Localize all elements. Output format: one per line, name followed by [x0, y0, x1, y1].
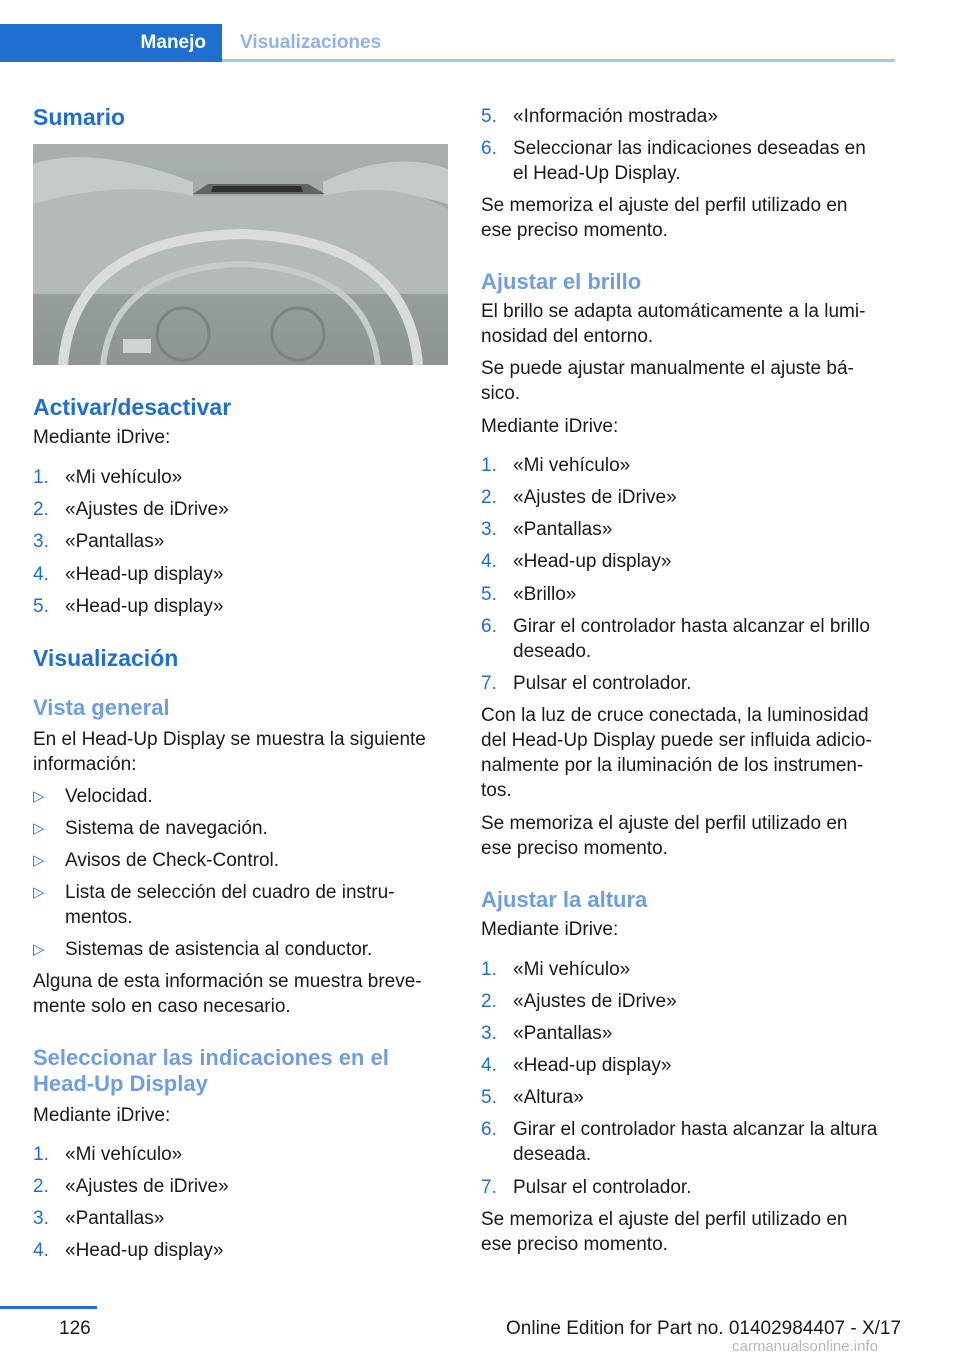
brillo-text: nosidad del entorno. — [481, 326, 654, 347]
heading-altura: Ajustar la altura — [481, 887, 648, 912]
heading-activar: Activar/desactivar — [33, 394, 232, 420]
heading-visualizacion: Visualización — [33, 645, 179, 671]
memoriza-text: ese preciso momento. — [481, 1234, 668, 1255]
header-tabs — [0, 24, 895, 62]
memoriza-text: Se memoriza el ajuste del perfil utilizado en — [481, 1209, 848, 1230]
activar-intro: Mediante iDrive: — [33, 427, 171, 448]
footer-divider — [0, 1306, 97, 1309]
tab-manejo[interactable]: Manejo — [0, 24, 222, 62]
memoriza-text: Se memoriza el ajuste del perfil utilizado en — [481, 195, 848, 216]
memoriza-text: ese preciso momento. — [481, 838, 668, 859]
alguna-text: mente solo en caso necesario. — [33, 996, 291, 1017]
memoriza-text: ese preciso momento. — [481, 220, 668, 241]
brillo-text: sico. — [481, 383, 521, 404]
selec-intro: Mediante iDrive: — [33, 1105, 171, 1126]
edition-text: Online Edition for Part no. 01402984407 - X/17 — [506, 1318, 902, 1339]
head-up-display-illustration — [33, 144, 448, 365]
page-number: 126 — [59, 1318, 91, 1339]
heading-vista-general: Vista general — [33, 695, 170, 720]
alguna-text: Alguna de esta información se muestra breve- — [33, 971, 422, 992]
vista-text: En el Head-Up Display se muestra la siguiente — [33, 729, 426, 750]
brillo-text: Se puede ajustar manualmente el ajuste bá- — [481, 358, 854, 379]
vista-text: información: — [33, 754, 137, 775]
heading-seleccionar: Seleccionar las indicaciones en el — [33, 1045, 389, 1070]
heading-sumario: Sumario — [33, 104, 126, 130]
header-divider — [222, 59, 895, 62]
luz-text: Con la luz de cruce conectada, la luminosidad — [481, 705, 869, 726]
luz-text: tos. — [481, 780, 512, 801]
altura-intro: Mediante iDrive: — [481, 919, 619, 940]
memoriza-text: Se memoriza el ajuste del perfil utilizado en — [481, 813, 848, 834]
brillo-text: El brillo se adapta automáticamente a la lumi- — [481, 301, 866, 322]
luz-text: del Head-Up Display puede ser influida adicio- — [481, 730, 872, 751]
brillo-intro: Mediante iDrive: — [481, 416, 619, 437]
watermark: carmanualsonline.info — [732, 1338, 878, 1355]
heading-seleccionar: Head-Up Display — [33, 1071, 208, 1096]
tab-visualizaciones[interactable]: Visualizaciones — [240, 32, 382, 53]
heading-brillo: Ajustar el brillo — [481, 269, 642, 294]
luz-text: nalmente por la iluminación de los instrumen- — [481, 755, 864, 776]
